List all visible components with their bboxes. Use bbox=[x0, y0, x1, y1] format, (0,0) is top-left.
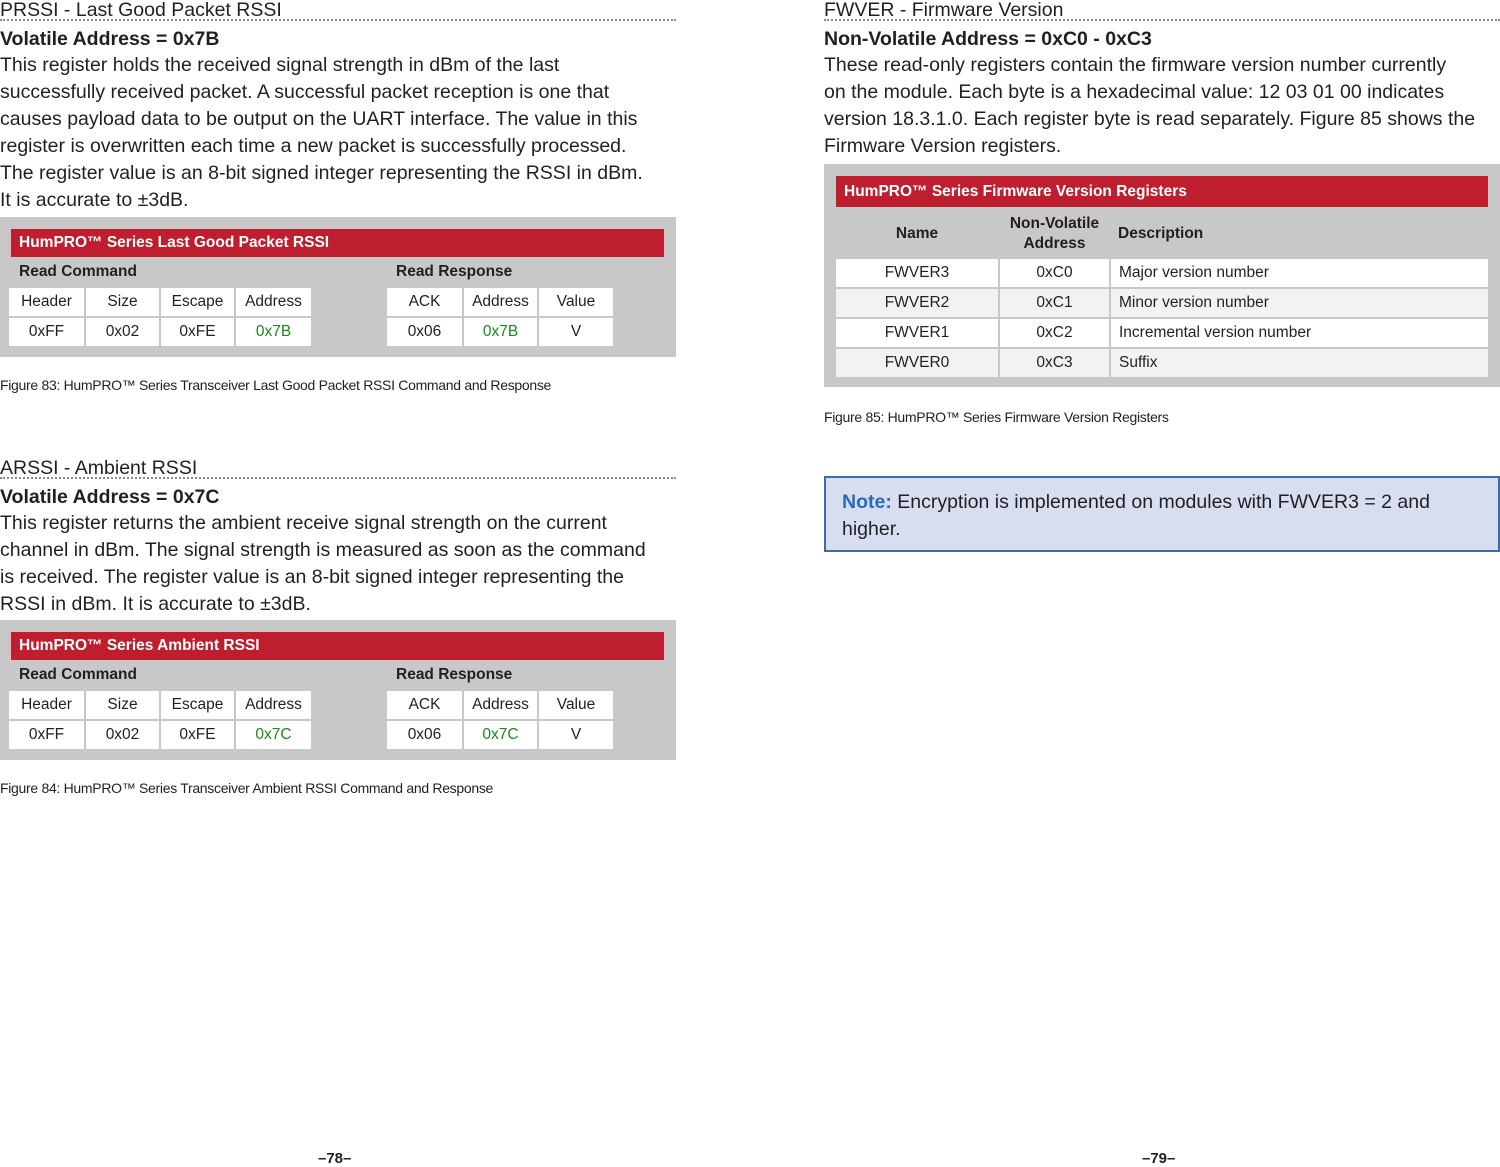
fwver-body bbox=[824, 52, 1500, 160]
fwver-line: version 18.3.1.0. Each register byte is read separately. Figure 85 shows the bbox=[824, 108, 1476, 130]
cmd-header-cell: Size bbox=[86, 288, 159, 316]
prssi-line: successfully received packet. A successful packet reception is one that bbox=[0, 81, 610, 103]
prssi-title: PRSSI - Last Good Packet RSSI bbox=[0, 0, 676, 21]
arssi-line: This register returns the ambient receive signal strength on the current bbox=[0, 512, 607, 534]
cmd-address-value: 0x7C bbox=[236, 721, 311, 749]
resp-header-cell: ACK bbox=[387, 691, 462, 719]
cmd-header-cell: Escape bbox=[161, 288, 234, 316]
fw-addr-cell: 0xC0 bbox=[1000, 259, 1109, 287]
fw-addr-cell: 0xC3 bbox=[1000, 349, 1109, 377]
arssi-body bbox=[0, 510, 676, 618]
arssi-cmd-label: Read Command bbox=[19, 666, 137, 683]
prssi-panel-title: HumPRO™ Series Last Good Packet RSSI bbox=[11, 229, 664, 257]
fwver-line: Firmware Version registers. bbox=[824, 135, 1062, 157]
cmd-value-cell: 0x02 bbox=[86, 318, 159, 346]
prssi-line: This register holds the received signal strength in dBm of the last bbox=[0, 54, 560, 76]
arssi-title: ARSSI - Ambient RSSI bbox=[0, 458, 676, 479]
fw-desc-cell: Minor version number bbox=[1111, 289, 1488, 317]
fw-name-cell: FWVER3 bbox=[836, 259, 998, 287]
cmd-value-cell: 0xFE bbox=[161, 721, 234, 749]
figure-84-caption: Figure 84: HumPRO™ Series Transceiver Ambient RSSI Command and Response bbox=[0, 780, 494, 796]
page-number-left: –78– bbox=[318, 1150, 352, 1167]
cmd-value-cell: 0xFF bbox=[9, 318, 84, 346]
fwver-line: These read-only registers contain the firmware version number currently bbox=[824, 54, 1447, 76]
resp-header-cell: Address bbox=[464, 691, 537, 719]
fwver-line: on the module. Each byte is a hexadecimal value: 12 03 01 00 indicates bbox=[824, 81, 1445, 103]
resp-header-cell: Value bbox=[539, 691, 613, 719]
prssi-section bbox=[0, 0, 676, 214]
prssi-line: register is overwritten each time a new packet is successfully processed. bbox=[0, 135, 627, 157]
fw-addr-cell: 0xC1 bbox=[1000, 289, 1109, 317]
arssi-section bbox=[0, 458, 676, 618]
resp-header-cell: ACK bbox=[387, 288, 462, 316]
prssi-line: causes payload data to be output on the UART interface. The value in this bbox=[0, 108, 638, 130]
col-header-name: Name bbox=[895, 225, 939, 242]
fw-name-cell: FWVER0 bbox=[836, 349, 998, 377]
cmd-value-cell: 0x02 bbox=[86, 721, 159, 749]
col-header-description: Description bbox=[1118, 225, 1204, 242]
col-header-address-line: Address bbox=[1023, 235, 1086, 252]
fwver-address: Non-Volatile Address = 0xC0 - 0xC3 bbox=[824, 28, 1152, 50]
cmd-address-value: 0x7B bbox=[236, 318, 311, 346]
cmd-header-cell: Address bbox=[236, 691, 311, 719]
fw-desc-cell: Major version number bbox=[1111, 259, 1488, 287]
cmd-value-cell: 0xFF bbox=[9, 721, 84, 749]
resp-value-cell: 0x06 bbox=[387, 318, 462, 346]
prssi-address: Volatile Address = 0x7B bbox=[0, 28, 220, 50]
figure-85-caption: Figure 85: HumPRO™ Series Firmware Version Registers bbox=[824, 409, 1169, 425]
fw-addr-cell: 0xC2 bbox=[1000, 319, 1109, 347]
prssi-line: It is accurate to ±3dB. bbox=[0, 189, 189, 211]
prssi-panel bbox=[0, 217, 676, 357]
fw-name-cell: FWVER2 bbox=[836, 289, 998, 317]
resp-header-cell: Value bbox=[539, 288, 613, 316]
resp-address-value: 0x7C bbox=[464, 721, 537, 749]
cmd-value-cell: 0xFE bbox=[161, 318, 234, 346]
resp-header-cell: Address bbox=[464, 288, 537, 316]
note-lead: Note: bbox=[842, 491, 892, 513]
prssi-body bbox=[0, 52, 676, 214]
note-text: Encryption is implemented on modules with FWVER3 = 2 and higher. bbox=[842, 491, 1430, 540]
cmd-header-cell: Size bbox=[86, 691, 159, 719]
arssi-panel bbox=[0, 620, 676, 760]
col-header-address-line: Non-Volatile bbox=[1009, 215, 1100, 232]
fwver-panel bbox=[824, 164, 1500, 387]
col-header-address bbox=[1000, 214, 1109, 254]
prssi-line: The register value is an 8-bit signed integer representing the RSSI in dBm. bbox=[0, 162, 643, 184]
cmd-header-cell: Header bbox=[9, 691, 84, 719]
arssi-address: Volatile Address = 0x7C bbox=[0, 486, 220, 508]
fwver-section bbox=[824, 0, 1500, 160]
page-number-right: –79– bbox=[1142, 1150, 1176, 1167]
arssi-resp-label: Read Response bbox=[396, 666, 513, 683]
cmd-header-cell: Address bbox=[236, 288, 311, 316]
resp-value-cell: V bbox=[539, 721, 613, 749]
arssi-line: is received. The register value is an 8-bit signed integer representing the bbox=[0, 566, 624, 588]
prssi-cmd-label: Read Command bbox=[19, 263, 137, 280]
fwver-title: FWVER - Firmware Version bbox=[824, 0, 1500, 21]
fw-desc-cell: Suffix bbox=[1111, 349, 1488, 377]
encryption-note bbox=[824, 476, 1500, 552]
prssi-resp-label: Read Response bbox=[396, 263, 513, 280]
resp-value-cell: V bbox=[539, 318, 613, 346]
arssi-line: RSSI in dBm. It is accurate to ±3dB. bbox=[0, 593, 311, 615]
arssi-line: channel in dBm. The signal strength is measured as soon as the command bbox=[0, 539, 646, 561]
cmd-header-cell: Header bbox=[9, 288, 84, 316]
fw-desc-cell: Incremental version number bbox=[1111, 319, 1488, 347]
fw-name-cell: FWVER1 bbox=[836, 319, 998, 347]
figure-83-caption: Figure 83: HumPRO™ Series Transceiver Last Good Packet RSSI Command and Response bbox=[0, 377, 552, 393]
cmd-header-cell: Escape bbox=[161, 691, 234, 719]
fwver-panel-title: HumPRO™ Series Firmware Version Registers bbox=[836, 176, 1488, 207]
resp-value-cell: 0x06 bbox=[387, 721, 462, 749]
arssi-panel-title: HumPRO™ Series Ambient RSSI bbox=[11, 632, 664, 660]
resp-address-value: 0x7B bbox=[464, 318, 537, 346]
